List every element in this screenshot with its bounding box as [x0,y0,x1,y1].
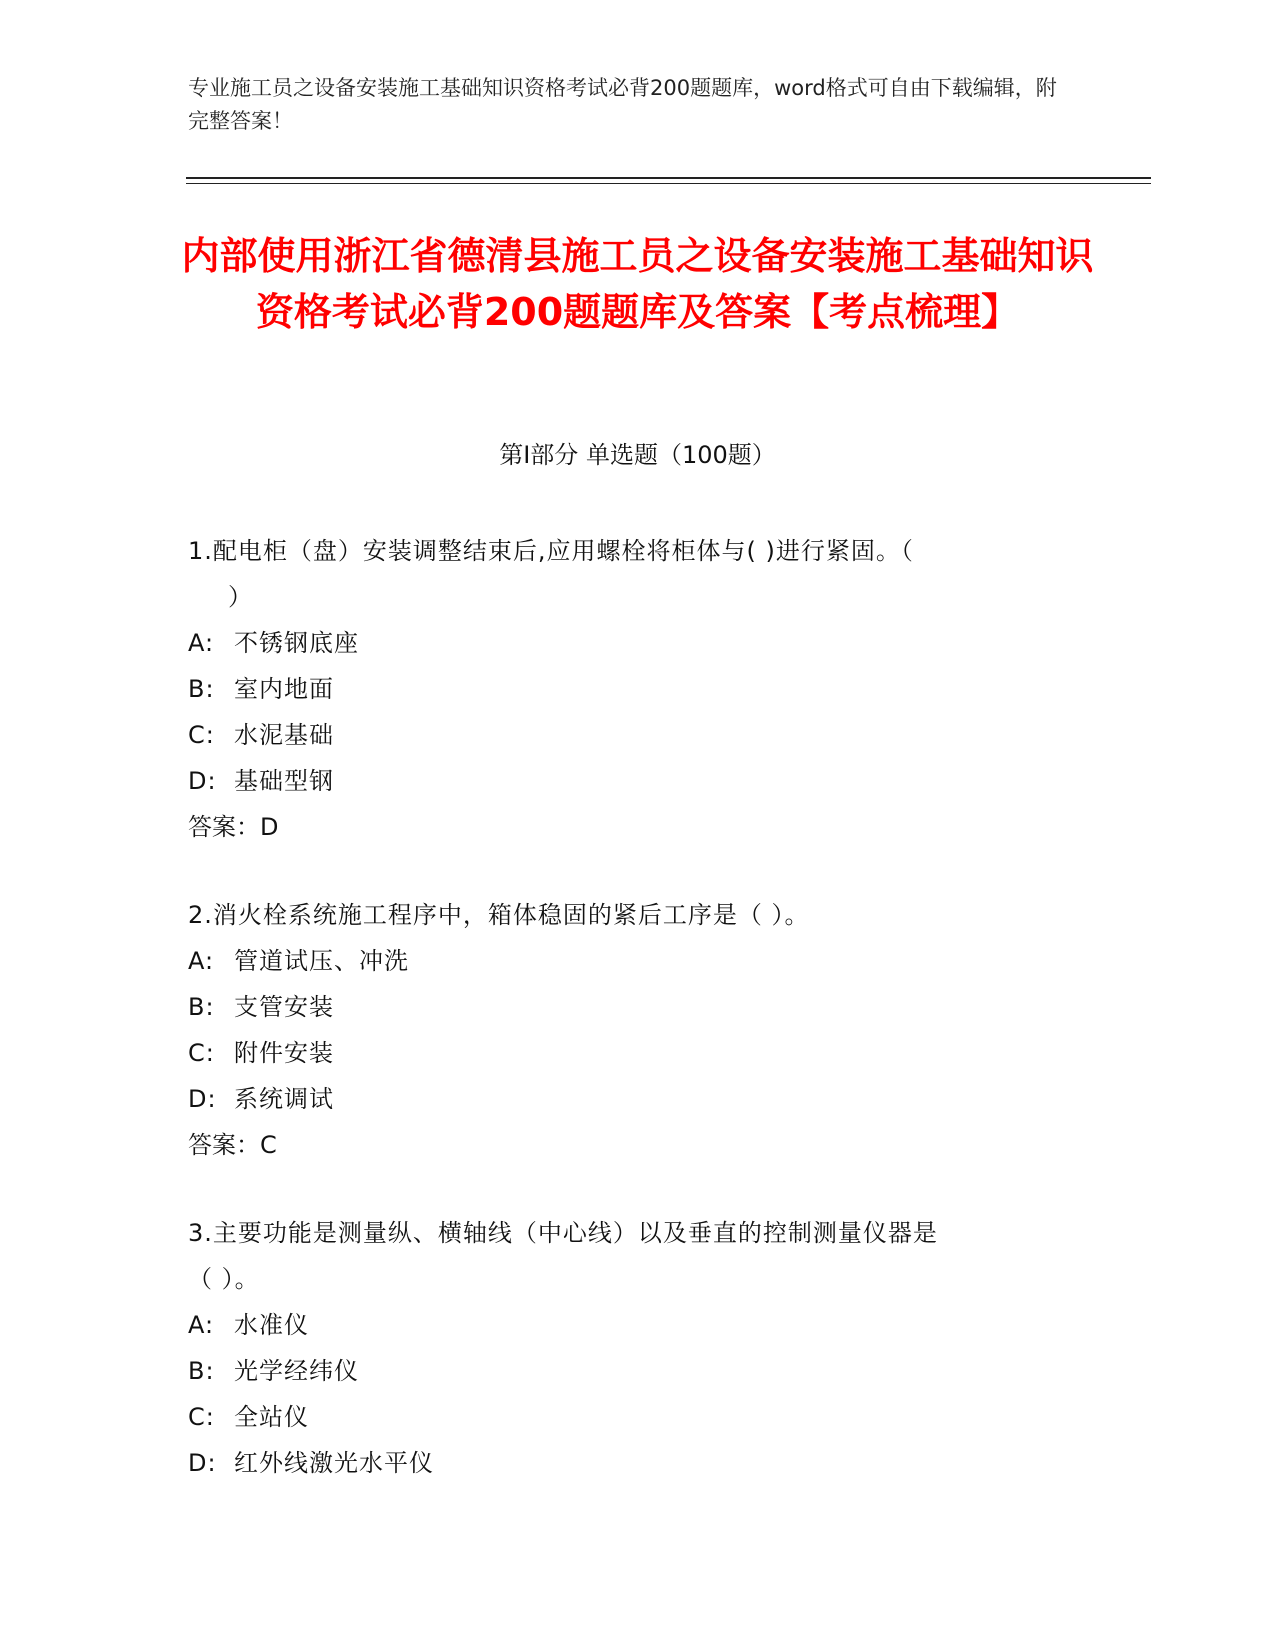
question-stem-text: 3.主要功能是测量纵、横轴线（中心线）以及垂直的控制测量仪器是 [188,1219,938,1247]
option-c [188,712,1068,758]
option-a [188,1302,1068,1348]
question-stem-text: 2.消火栓系统施工程序中，箱体稳固的紧后工序是（ ）。 [188,901,810,929]
option-text: 光学经纬仪 [234,1357,359,1385]
document-title: 内部使用浙江省德清县施工员之设备安装施工基础知识资格考试必背200题题库及答案【考点梳理】 [181,234,1094,334]
option-text: 水准仪 [234,1311,309,1339]
option-text: 支管安装 [234,993,334,1021]
option-letter: C: [188,721,215,749]
question-stem [188,528,1068,620]
question-stem [188,1210,1068,1302]
option-text: 红外线激光水平仪 [234,1449,434,1477]
answer: 答案：C [188,1131,277,1159]
question-stem-continuation: ） [228,583,253,611]
option-text: 水泥基础 [234,721,334,749]
header-note: 专业施工员之设备安装施工基础知识资格考试必背200题题库，word格式可自由下载编辑，附完整答案！ [188,76,1057,133]
option-b [188,984,1068,1030]
question-stem-text: 1.配电柜（盘）安装调整结束后,应用螺栓将柜体与( )进行紧固。（ [188,537,914,565]
option-letter: B: [188,1357,215,1385]
header-divider-thin [186,183,1151,184]
option-d [188,1076,1068,1122]
question-stem-continuation: （ ）。 [188,1265,260,1293]
option-text: 基础型钢 [234,767,334,795]
option-letter: D: [188,1449,217,1477]
option-letter: A: [188,629,215,657]
option-a [188,620,1068,666]
option-d [188,1440,1068,1486]
option-letter: C: [188,1039,215,1067]
option-c [188,1030,1068,1076]
option-text: 系统调试 [234,1085,334,1113]
option-text: 附件安装 [234,1039,334,1067]
question-list [188,528,1068,1528]
question-2 [188,892,1068,1168]
option-c [188,1394,1068,1440]
question-1 [188,528,1068,850]
option-a [188,938,1068,984]
option-d [188,758,1068,804]
question-3 [188,1210,1068,1486]
option-letter: D: [188,767,217,795]
answer: 答案：D [188,813,279,841]
question-stem [188,892,1068,938]
option-letter: B: [188,675,215,703]
option-letter: A: [188,1311,215,1339]
option-letter: A: [188,947,215,975]
option-text: 管道试压、冲洗 [234,947,409,975]
option-letter: C: [188,1403,215,1431]
option-text: 室内地面 [234,675,334,703]
section-title: 第Ⅰ部分 单选题（100题） [499,441,776,469]
header-divider-thick [186,177,1151,179]
option-b [188,1348,1068,1394]
option-letter: B: [188,993,215,1021]
option-b [188,666,1068,712]
option-text: 全站仪 [234,1403,309,1431]
option-text: 不锈钢底座 [234,629,359,657]
option-letter: D: [188,1085,217,1113]
